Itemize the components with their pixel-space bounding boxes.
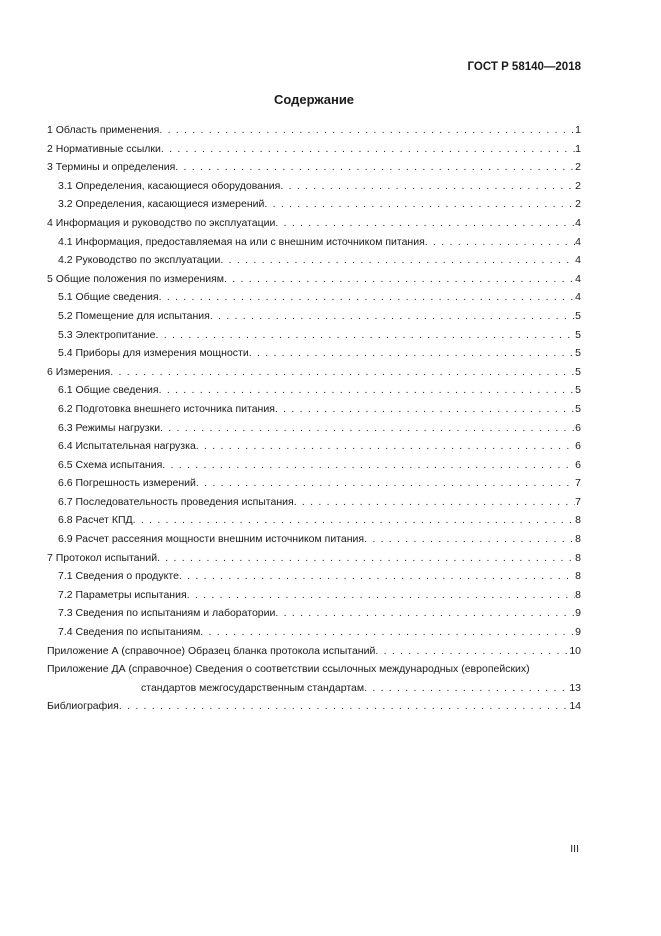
- toc-leader-dots: [210, 307, 575, 326]
- toc-entry-page: 8: [575, 551, 581, 564]
- toc-leader-dots: [249, 344, 575, 363]
- toc-leader-dots: [200, 623, 575, 642]
- document-code: ГОСТ Р 58140—2018: [467, 61, 581, 73]
- toc-entry-label: 4 Информация и руководство по эксплуатации: [47, 216, 276, 229]
- table-of-contents: [47, 121, 581, 716]
- toc-leader-dots: [280, 177, 575, 196]
- toc-entry-page: 2: [575, 179, 581, 192]
- toc-entry[interactable]: [47, 177, 581, 196]
- toc-entry-label: 6 Измерения: [47, 365, 111, 378]
- toc-entry[interactable]: [47, 586, 581, 605]
- toc-entry-label: Приложение А (справочное) Образец бланка протокола испытаний: [47, 644, 376, 657]
- toc-entry[interactable]: [47, 400, 581, 419]
- toc-entry[interactable]: [47, 233, 581, 252]
- toc-entry-label: 6.4 Испытательная нагрузка: [58, 440, 196, 453]
- toc-entry-bibliography[interactable]: [47, 697, 581, 716]
- toc-entry-page: 6: [575, 421, 581, 434]
- toc-entry-page: 14: [569, 700, 581, 713]
- toc-entry[interactable]: [47, 140, 581, 159]
- toc-entry-label: 6.2 Подготовка внешнего источника питания: [58, 402, 275, 415]
- toc-entry-page: 5: [575, 365, 581, 378]
- toc-entry-label: 6.6 Погрешность измерений: [58, 477, 196, 490]
- toc-entry-label: 1 Область применения: [47, 124, 160, 136]
- toc-entry-page: 6: [575, 440, 581, 453]
- toc-entry[interactable]: [47, 214, 581, 233]
- toc-entry-label: 4.1 Информация, предоставляемая на или с внешним источником питания: [58, 235, 425, 248]
- toc-entry-label: 7.1 Сведения о продукте: [58, 570, 179, 583]
- toc-leader-dots: [157, 549, 575, 568]
- toc-entry-label: 5.1 Общие сведения: [58, 291, 159, 304]
- toc-leader-dots: [275, 214, 575, 233]
- toc-entry-page: 2: [575, 198, 581, 211]
- toc-entry-label: 6.3 Режимы нагрузки: [58, 421, 161, 434]
- toc-entry-page: 7: [575, 477, 581, 490]
- toc-entry-label: 6.9 Расчет рассеяния мощности внешним источником питания: [58, 533, 365, 546]
- toc-entry-page: 4: [575, 216, 581, 229]
- toc-leader-dots: [160, 419, 575, 438]
- toc-leader-dots: [275, 400, 575, 419]
- toc-leader-dots: [179, 567, 575, 586]
- toc-entry-appendix-da[interactable]: [47, 660, 581, 679]
- toc-entries: [47, 121, 581, 660]
- toc-entry-page: 4: [575, 291, 581, 304]
- toc-entry-page: 13: [569, 681, 581, 694]
- toc-entry[interactable]: [47, 604, 581, 623]
- toc-entry[interactable]: [47, 623, 581, 642]
- toc-entry-label: 6.8 Расчет КПД: [58, 514, 133, 527]
- toc-leader-dots: [364, 530, 575, 549]
- toc-entry[interactable]: [47, 456, 581, 475]
- toc-entry-page: 4: [575, 272, 581, 285]
- toc-entry[interactable]: [47, 511, 581, 530]
- toc-entry-label: стандартов межгосударственным стандартам: [141, 681, 365, 694]
- toc-entry-page: 9: [575, 626, 581, 639]
- toc-entry-label: 3 Термины и определения: [47, 161, 176, 174]
- toc-entry-appendix-da-continued[interactable]: [47, 679, 581, 698]
- toc-leader-dots: [425, 233, 575, 252]
- toc-entry[interactable]: [47, 419, 581, 438]
- toc-entry-page: 10: [569, 644, 581, 657]
- toc-entry-label: 7.3 Сведения по испытаниям и лаборатории: [58, 607, 276, 620]
- toc-leader-dots: [187, 586, 576, 605]
- toc-leader-dots: [196, 437, 575, 456]
- toc-entry-label: 6.7 Последовательность проведения испытания: [58, 495, 294, 508]
- toc-entry[interactable]: [47, 363, 581, 382]
- toc-leader-dots: [175, 158, 575, 177]
- toc-leader-dots: [264, 195, 575, 214]
- toc-entry-page: 8: [575, 533, 581, 546]
- toc-leader-dots: [220, 251, 575, 270]
- toc-entry[interactable]: [47, 549, 581, 568]
- toc-leader-dots: [275, 604, 575, 623]
- toc-entry-page: 2: [575, 161, 581, 174]
- toc-leader-dots: [159, 121, 575, 140]
- toc-entry-label: 6.5 Схема испытания: [58, 458, 163, 471]
- toc-entry[interactable]: [47, 251, 581, 270]
- toc-leader-dots: [364, 679, 569, 698]
- toc-entry-label: 7 Протокол испытаний: [47, 551, 158, 564]
- toc-entry-page: 4: [575, 235, 581, 248]
- toc-entry[interactable]: [47, 567, 581, 586]
- toc-leader-dots: [294, 493, 575, 512]
- toc-entry-page: 8: [575, 588, 581, 601]
- toc-leader-dots: [159, 381, 576, 400]
- toc-entry[interactable]: [47, 270, 581, 289]
- toc-entry[interactable]: [47, 344, 581, 363]
- toc-entry-page: 5: [575, 328, 581, 341]
- toc-entry-page: 4: [575, 254, 581, 267]
- toc-entry-page: 5: [575, 347, 581, 360]
- toc-entry-page: 5: [575, 384, 581, 397]
- toc-entry-page: 7: [575, 495, 581, 508]
- toc-entry-label: 7.2 Параметры испытания: [58, 588, 187, 601]
- toc-entry-label: Приложение ДА (справочное) Сведения о соответствии ссылочных международных (европейских): [47, 663, 530, 676]
- toc-entry-page: 1: [575, 142, 581, 155]
- toc-entry[interactable]: [47, 195, 581, 214]
- toc-leader-dots: [161, 140, 575, 159]
- toc-entry-page: 5: [575, 402, 581, 415]
- toc-leader-dots: [162, 456, 575, 475]
- page-number: III: [570, 843, 579, 855]
- toc-entry-page: 8: [575, 570, 581, 583]
- toc-entry-page: 8: [575, 514, 581, 527]
- toc-entry-label: 2 Нормативные ссылки: [47, 142, 161, 155]
- toc-entry[interactable]: [47, 307, 581, 326]
- toc-entry-label: 6.1 Общие сведения: [58, 384, 159, 397]
- toc-leader-dots: [155, 326, 575, 345]
- toc-entry[interactable]: [47, 474, 581, 493]
- toc-entry[interactable]: [47, 381, 581, 400]
- toc-entry[interactable]: [47, 530, 581, 549]
- toc-entry[interactable]: [47, 437, 581, 456]
- toc-leader-dots: [375, 642, 569, 661]
- toc-entry-label: 7.4 Сведения по испытаниям: [58, 626, 201, 639]
- toc-entry-page: 5: [575, 309, 581, 322]
- toc-entry[interactable]: [47, 642, 581, 661]
- toc-leader-dots: [196, 474, 575, 493]
- toc-entry-page: 6: [575, 458, 581, 471]
- toc-entry-label: 5.4 Приборы для измерения мощности: [58, 347, 249, 360]
- toc-entry-label: 5.3 Электропитание: [58, 328, 156, 341]
- toc-leader-dots: [224, 270, 575, 289]
- toc-entry-label: 3.1 Определения, касающиеся оборудования: [58, 179, 281, 192]
- toc-entry-label: 3.2 Определения, касающиеся измерений: [58, 198, 265, 211]
- toc-entry[interactable]: [47, 288, 581, 307]
- toc-leader-dots: [110, 363, 575, 382]
- toc-entry[interactable]: [47, 493, 581, 512]
- toc-entry-label: Библиография: [47, 700, 119, 713]
- page-title: Содержание: [273, 92, 355, 107]
- toc-leader-dots: [133, 511, 576, 530]
- toc-entry[interactable]: [47, 326, 581, 345]
- toc-leader-dots: [159, 288, 576, 307]
- toc-entry[interactable]: [47, 121, 581, 140]
- toc-entry-label: 5 Общие положения по измерениям: [47, 272, 225, 285]
- toc-entry-label: 4.2 Руководство по эксплуатации: [58, 254, 221, 267]
- toc-entry[interactable]: [47, 158, 581, 177]
- toc-entry-page: 9: [575, 607, 581, 620]
- toc-leader-dots: [119, 697, 569, 716]
- toc-entry-page: 1: [575, 124, 581, 136]
- toc-entry-label: 5.2 Помещение для испытания: [58, 309, 210, 322]
